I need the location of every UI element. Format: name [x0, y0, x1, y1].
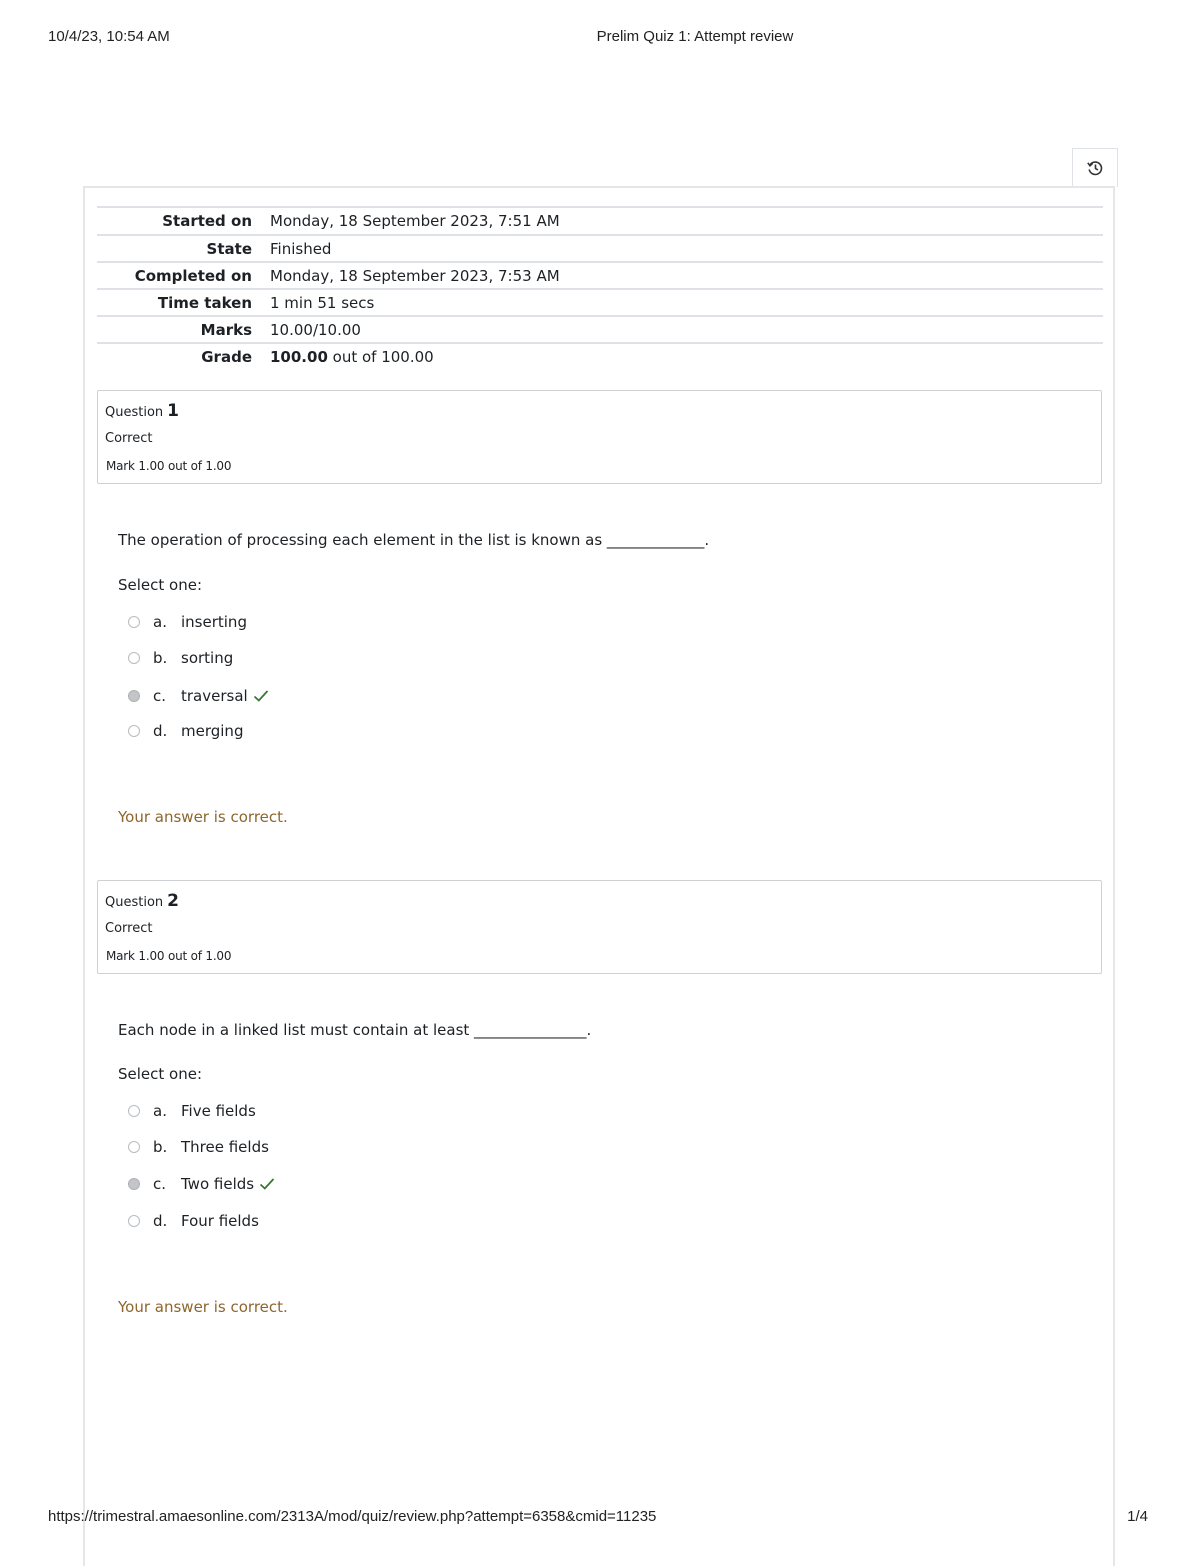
summary-row-started	[97, 207, 1103, 235]
attempt-history-button[interactable]	[1072, 148, 1118, 187]
time-label: Time taken	[157, 293, 252, 312]
option-text: inserting	[181, 613, 247, 631]
grade-score: 100.00	[270, 348, 328, 366]
correct-check-icon	[259, 1177, 275, 1191]
marks-label: Marks	[200, 320, 252, 339]
q2-option-b[interactable]	[128, 1136, 269, 1158]
q1-option-b[interactable]	[128, 647, 233, 669]
started-value: Monday, 18 September 2023, 7:51 AM	[270, 212, 560, 230]
question-1-info	[97, 390, 1102, 484]
option-text: Three fields	[181, 1138, 269, 1156]
started-label: Started on	[162, 212, 252, 230]
question-state: Correct	[105, 431, 153, 446]
state-value: Finished	[270, 239, 332, 258]
question-number-value: 2	[167, 891, 179, 911]
option-text: merging	[181, 722, 244, 740]
radio-button-selected[interactable]	[128, 690, 140, 702]
radio-button[interactable]	[128, 1105, 140, 1117]
grade-value	[262, 343, 1103, 370]
option-letter: c.	[153, 1175, 167, 1193]
radio-button[interactable]	[128, 1215, 140, 1227]
print-footer	[0, 1508, 1200, 1528]
question-1-select-label: Select one:	[118, 576, 203, 594]
question-state: Correct	[105, 921, 153, 936]
option-text: Four fields	[181, 1212, 259, 1230]
question-grade: Mark 1.00 out of 1.00	[106, 949, 232, 963]
option-letter: a.	[153, 613, 167, 631]
marks-value: 10.00/10.00	[270, 320, 361, 339]
history-icon	[1086, 159, 1104, 177]
option-letter: b.	[153, 1138, 168, 1156]
completed-value: Monday, 18 September 2023, 7:53 AM	[270, 266, 560, 285]
print-datetime: 10/4/23, 10:54 AM	[48, 28, 170, 45]
radio-button[interactable]	[128, 616, 140, 628]
grade-label: Grade	[201, 348, 252, 366]
state-label: State	[206, 239, 252, 258]
summary-row-time	[97, 289, 1103, 316]
question-2-select-label: Select one:	[118, 1065, 203, 1083]
option-text: Five fields	[181, 1102, 256, 1120]
question-2-info	[97, 880, 1102, 974]
q1-option-c[interactable]	[128, 685, 269, 707]
q2-option-d[interactable]	[128, 1210, 259, 1232]
print-header	[0, 28, 1200, 48]
option-text: sorting	[181, 649, 234, 667]
question-1-feedback: Your answer is correct.	[118, 808, 288, 826]
q1-option-d[interactable]	[128, 720, 243, 742]
time-value: 1 min 51 secs	[270, 293, 375, 312]
completed-label: Completed on	[134, 266, 252, 285]
radio-button[interactable]	[128, 652, 140, 664]
question-label: Question	[105, 895, 164, 910]
question-2-feedback: Your answer is correct.	[118, 1298, 288, 1316]
question-number-value: 1	[167, 401, 179, 421]
grade-out-of: out of 100.00	[327, 348, 434, 366]
print-page-number: 1/4	[1127, 1508, 1148, 1525]
option-letter: d.	[153, 722, 168, 740]
option-letter: c.	[153, 687, 167, 705]
question-label: Question	[105, 405, 164, 420]
option-text: Two fields	[181, 1175, 255, 1193]
q2-option-c[interactable]	[128, 1173, 275, 1195]
attempt-summary-table	[97, 206, 1103, 370]
option-text: traversal	[181, 687, 248, 705]
option-letter: b.	[153, 649, 168, 667]
question-grade: Mark 1.00 out of 1.00	[106, 459, 232, 473]
radio-button-selected[interactable]	[128, 1178, 140, 1190]
radio-button[interactable]	[128, 1141, 140, 1153]
summary-row-marks	[97, 316, 1103, 343]
option-letter: a.	[153, 1102, 167, 1120]
print-url: https://trimestral.amaesonline.com/2313A/mod/quiz/review.php?attempt=6358&cmid=11235	[48, 1508, 657, 1525]
print-doc-title: Prelim Quiz 1: Attempt review	[596, 28, 794, 45]
summary-row-completed	[97, 262, 1103, 289]
q1-option-a[interactable]	[128, 611, 247, 633]
correct-check-icon	[253, 689, 269, 703]
question-number	[105, 401, 179, 421]
radio-button[interactable]	[128, 725, 140, 737]
summary-row-grade	[97, 343, 1103, 370]
summary-row-state	[97, 235, 1103, 262]
question-1-text: The operation of processing each element in the list is known as _____________.	[118, 531, 710, 549]
question-2-text: Each node in a linked list must contain at least _______________.	[118, 1021, 592, 1039]
q2-option-a[interactable]	[128, 1100, 256, 1122]
option-letter: d.	[153, 1212, 168, 1230]
question-number	[105, 891, 179, 911]
